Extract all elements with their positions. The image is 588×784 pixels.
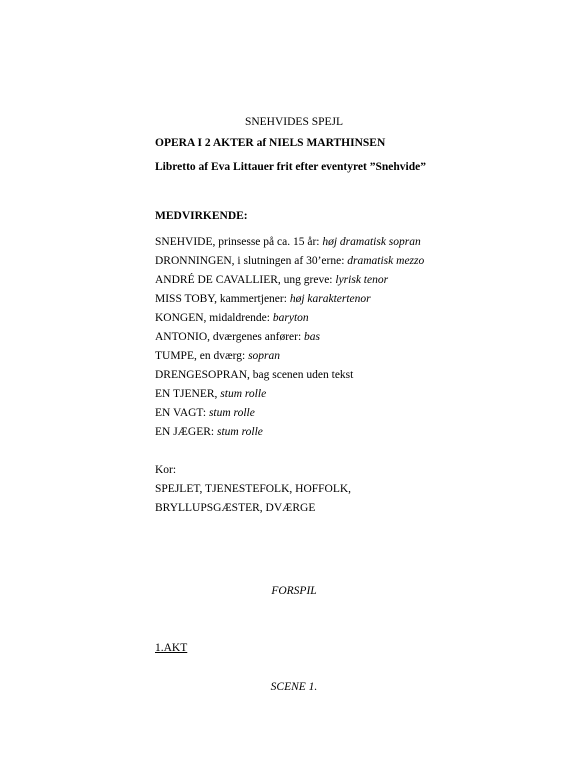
chorus-heading: Kor: — [155, 464, 177, 476]
forspil-heading: FORSPIL — [271, 585, 317, 597]
cast-item: DRONNINGEN, i slutningen af 30’erne: dramatisk mezzo — [155, 255, 425, 267]
cast-item: ANDRÉ DE CAVALLIER, ung greve: lyrisk tenor — [155, 274, 389, 286]
cast-item: EN VAGT: stum rolle — [155, 407, 255, 419]
libretto-credit: Libretto af Eva Littauer frit efter eventyret ”Snehvide” — [155, 161, 426, 173]
cast-item: EN JÆGER: stum rolle — [155, 426, 263, 438]
cast-heading: MEDVIRKENDE: — [155, 210, 248, 222]
cast-item: SNEHVIDE, prinsesse på ca. 15 år: høj dramatisk sopran — [155, 236, 421, 248]
cast-item: EN TJENER, stum rolle — [155, 388, 267, 400]
document-subtitle: OPERA I 2 AKTER af NIELS MARTHINSEN — [155, 137, 386, 149]
document-title: SNEHVIDES SPEJL — [244, 116, 344, 128]
cast-item: TUMPE, en dværg: sopran — [155, 350, 281, 362]
cast-item: KONGEN, midaldrende: baryton — [155, 312, 309, 324]
scene-heading: SCENE 1. — [270, 681, 318, 693]
chorus-line: BRYLLUPSGÆSTER, DVÆRGE — [155, 502, 316, 514]
cast-item: ANTONIO, dværgenes anfører: bas — [155, 331, 321, 343]
cast-item: DRENGESOPRAN, bag scenen uden tekst — [155, 369, 354, 381]
act-heading: 1.AKT — [155, 642, 188, 654]
cast-item: MISS TOBY, kammertjener: høj karaktertenor — [155, 293, 371, 305]
chorus-line: SPEJLET, TJENESTEFOLK, HOFFOLK, — [155, 483, 352, 495]
